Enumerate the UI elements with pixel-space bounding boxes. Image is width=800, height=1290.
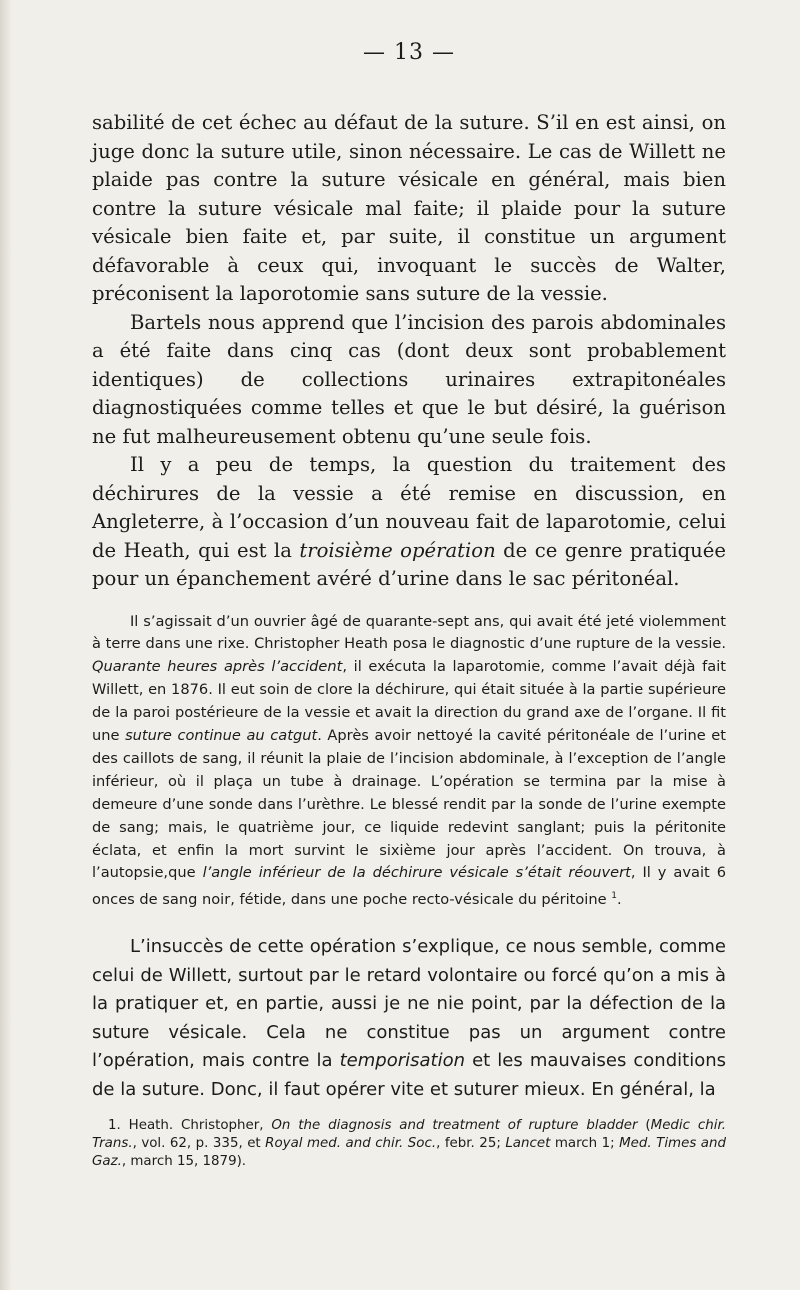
footnote-text-d: , febr. 25; [436,1136,506,1152]
case-note-text-d: , Il y avait 6 onces de sang noir, fétide, dans une poche recto-vésicale du péritoine [92,864,726,909]
footnote-text-b: ( [637,1118,651,1134]
footnote-paragraph [92,1117,726,1171]
main-text [92,109,726,594]
conclusion-emphasis: temporisation [339,1050,466,1072]
paragraph-1: sabilité de cet échec au défaut de la suture. S’il en est ainsi, on juge donc la suture utile, sinon nécessaire. Le cas de Willett ne plaide pas contre la suture vésicale en général, mais bien contre la suture vésicale mal faite; il plaide pour la suture vésicale bien faite et, par suite, il constitue un argument défavorable à ceux qui, invoquant le succès de Walter, préconisent la laporotomie sans suture de la vessie. [92,111,726,305]
case-note-text-b: , il exécuta la laparotomie, comme l’avait déjà fait Willett, en 1876. Il eut soin de clore la déchirure, qui était située à la partie supérieure de la paroi postérieure de la vessie et avait la direction du grand axe de l’organe. Il fit une [92,658,726,745]
case-note-emphasis-3: l’angle inférieur de la déchirure vésicale s’était réouvert [202,864,631,882]
case-note-text-a: Il s’agissait d’un ouvrier âgé de quarante-sept ans, qui avait été jeté violemment à terre dans une rixe. Christopher Heath posa le diagnostic d’une rupture de la vessie. [92,612,726,653]
paragraph-2: Bartels nous apprend que l’incision des parois abdominales a été faite dans cinq cas (dont deux sont probablement identiques) de collections urinaires extrapitonéales diagnostiquées comme telles et que le but désiré, la guérison ne fut malheureusement obtenu qu’une seule fois. [92,310,726,448]
case-note-emphasis-2: suture continue au catgut [125,727,318,745]
footnote-journal-1: Medic chir. Trans. [92,1118,726,1152]
conclusion-text-a: L’insuccès de cette opération s’explique, ce nous semble, comme celui de Willett, surtout par le retard volontaire ou forcé qu’on a mis à la pratiquer et, en partie, aussi je ne nie point, par la défection de la suture vésicale. Cela ne constitue pas un argument contre l’opération, mais contre la [92,936,726,1072]
conclusion [92,933,726,1104]
case-note [92,611,726,913]
conclusion-text-b: et les mauvaises conditions de la suture. Donc, il faut opérer vite et suturer mieux. En général, la [92,1050,726,1100]
case-note-emphasis-1: Quarante heures après l’accident [92,658,343,676]
footnote-text-f: , march 15, 1879). [121,1154,247,1170]
footnote-journal-3: Lancet [505,1136,551,1152]
paragraph-3-text-b: de ce genre pratiquée pour un épanchement avéré d’urine dans le sac péritonéal. [92,538,726,590]
page-edge-shadow [0,0,12,1290]
footnote-journal-4: Med. Times and Gaz. [92,1136,726,1170]
case-note-paragraph [92,611,726,913]
footnote-title: On the diagnosis and treatment of rupture bladder [271,1118,638,1134]
footnote-text-e: march 1; [550,1136,620,1152]
footnote-text-c: , vol. 62, p. 335, et [132,1136,266,1152]
footnote-text-a: 1. Heath. Christopher, [108,1118,272,1134]
footnote [92,1117,726,1171]
page-number: — 13 — [363,40,455,65]
case-note-text-e: . [616,891,622,909]
paragraph-3-emphasis: troisième opération [299,538,496,562]
conclusion-paragraph [92,933,726,1104]
footnote-journal-2: Royal med. and chir. Soc. [265,1136,437,1152]
paragraph-3 [92,451,726,594]
book-page [92,0,726,1171]
footnote-reference: 1 [611,891,617,902]
paragraph-3-text-a: Il y a peu de temps, la question du traitement des déchirures de la vessie a été remise en discussion, en Angleterre, à l’occasion d’un nouveau fait de laparotomie, celui de Heath, qui est la [92,453,726,562]
case-note-text-c: . Après avoir nettoyé la cavité péritonéale de l’urine et des caillots de sang, il réunit la plaie de l’incision abdominale, à l’exception de l’angle inférieur, où il plaça un tube à drainage. L’opération se termina par la mise à demeure d’une sonde dans l’urèthre. Le blessé rendit par la sonde de l’urine exempte de sang; mais, le quatrième jour, ce liquide redevint sanglant; puis la péritonite éclata, et enfin la mort survint le sixième jour après l’accident. On trouva, à l’autopsie,que [92,727,726,882]
